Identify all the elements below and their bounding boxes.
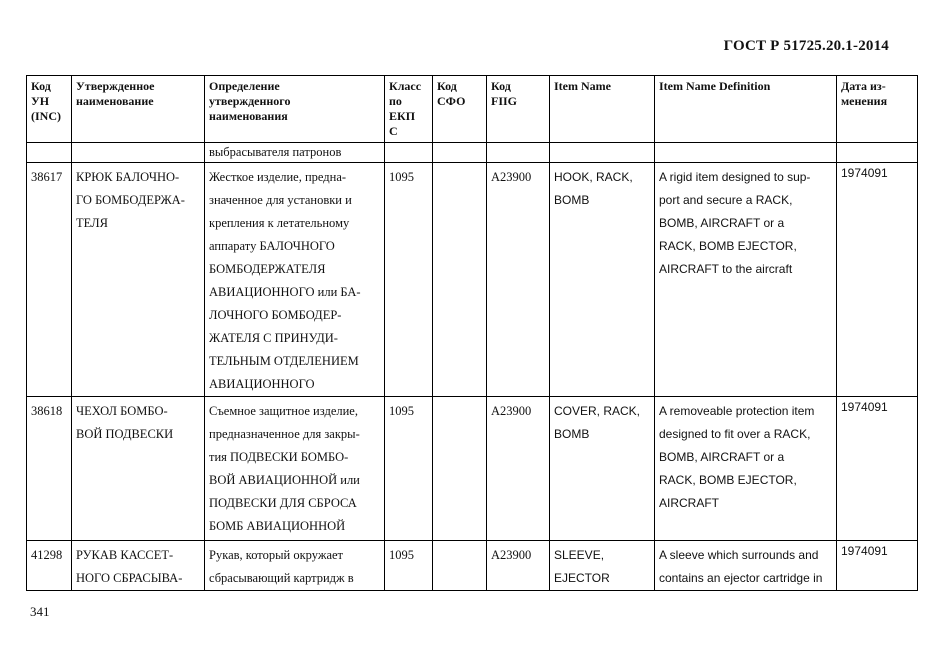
item-name-cell: HOOK, RACK, BOMB xyxy=(550,163,655,397)
class-cell: 1095 xyxy=(385,163,433,397)
page-number: 341 xyxy=(30,604,50,619)
item-definition-cell: A removeable protection item designed to fit over a RACK, BOMB, AIRCRAFT or a RACK, BOMB EJECTOR, AIRCRAFT xyxy=(655,397,837,541)
item-definition-cell: A rigid item designed to sup- port and secure a RACK, BOMB, AIRCRAFT or a RACK, BOMB EJECTOR, AIRCRAFT to the aircraft xyxy=(655,163,837,397)
fiig-cell: A23900 xyxy=(487,163,550,397)
table-header-row xyxy=(27,76,918,143)
inc-code-cell: 38617 xyxy=(27,163,72,397)
item-definition-cell: A sleeve which surrounds and contains an ejector cartridge in xyxy=(655,541,837,591)
fiig-cell: A23900 xyxy=(487,541,550,591)
table-cell-definition: выбрасывателя патронов xyxy=(205,143,385,163)
table-row xyxy=(27,397,918,541)
table-row xyxy=(27,541,918,591)
table-row xyxy=(27,163,918,397)
table-cell xyxy=(385,143,433,163)
table-row-continuation xyxy=(27,143,918,163)
change-date-cell: 1974091 xyxy=(837,397,918,541)
specification-table xyxy=(26,75,918,591)
class-cell: 1095 xyxy=(385,541,433,591)
column-header-class: Класс по ЕКП С xyxy=(385,76,433,143)
class-cell: 1095 xyxy=(385,397,433,541)
column-header-sfo: Код СФО xyxy=(433,76,487,143)
approved-name-cell: ЧЕХОЛ БОМБО- ВОЙ ПОДВЕСКИ xyxy=(72,397,205,541)
approved-name-cell: РУКАВ КАССЕТ- НОГО СБРАСЫВА- xyxy=(72,541,205,591)
inc-code-cell: 41298 xyxy=(27,541,72,591)
column-header-fiig: Код FIIG xyxy=(487,76,550,143)
sfo-cell xyxy=(433,541,487,591)
table-cell xyxy=(550,143,655,163)
document-code: ГОСТ Р 51725.20.1-2014 xyxy=(723,38,889,54)
inc-code-cell: 38618 xyxy=(27,397,72,541)
column-header-approved-name: Утвержденное наименование xyxy=(72,76,205,143)
item-name-cell: COVER, RACK, BOMB xyxy=(550,397,655,541)
fiig-cell: A23900 xyxy=(487,397,550,541)
item-name-cell: SLEEVE, EJECTOR xyxy=(550,541,655,591)
table-cell xyxy=(433,143,487,163)
column-header-definition: Определение утвержденного наименования xyxy=(205,76,385,143)
column-header-change-date: Дата из- менения xyxy=(837,76,918,143)
change-date-cell: 1974091 xyxy=(837,163,918,397)
column-header-inc-code: Код УН (INC) xyxy=(27,76,72,143)
column-header-item-definition: Item Name Definition xyxy=(655,76,837,143)
definition-cell: Рукав, который окружает сбрасывающий картридж в xyxy=(205,541,385,591)
column-header-item-name: Item Name xyxy=(550,76,655,143)
sfo-cell xyxy=(433,397,487,541)
table-cell xyxy=(27,143,72,163)
table-cell xyxy=(72,143,205,163)
table-cell xyxy=(837,143,918,163)
definition-cell: Съемное защитное изделие, предназначенное для закры- тия ПОДВЕСКИ БОМБО- ВОЙ АВИАЦИОННОЙ или ПОДВЕСКИ ДЛЯ СБРОСА БОМБ АВИАЦИОННОЙ xyxy=(205,397,385,541)
sfo-cell xyxy=(433,163,487,397)
definition-cell: Жесткое изделие, предна- значенное для установки и крепления к летательному аппарату БАЛОЧНОГО БОМБОДЕРЖАТЕЛЯ АВИАЦИОННОГО или БА- ЛОЧНОГО БОМБОДЕР- ЖАТЕЛЯ С ПРИНУДИ- ТЕЛЬНЫМ ОТДЕЛЕНИЕМ АВИАЦИОННОГО xyxy=(205,163,385,397)
table-cell xyxy=(487,143,550,163)
approved-name-cell: КРЮК БАЛОЧНО- ГО БОМБОДЕРЖА- ТЕЛЯ xyxy=(72,163,205,397)
change-date-cell: 1974091 xyxy=(837,541,918,591)
table-cell xyxy=(655,143,837,163)
